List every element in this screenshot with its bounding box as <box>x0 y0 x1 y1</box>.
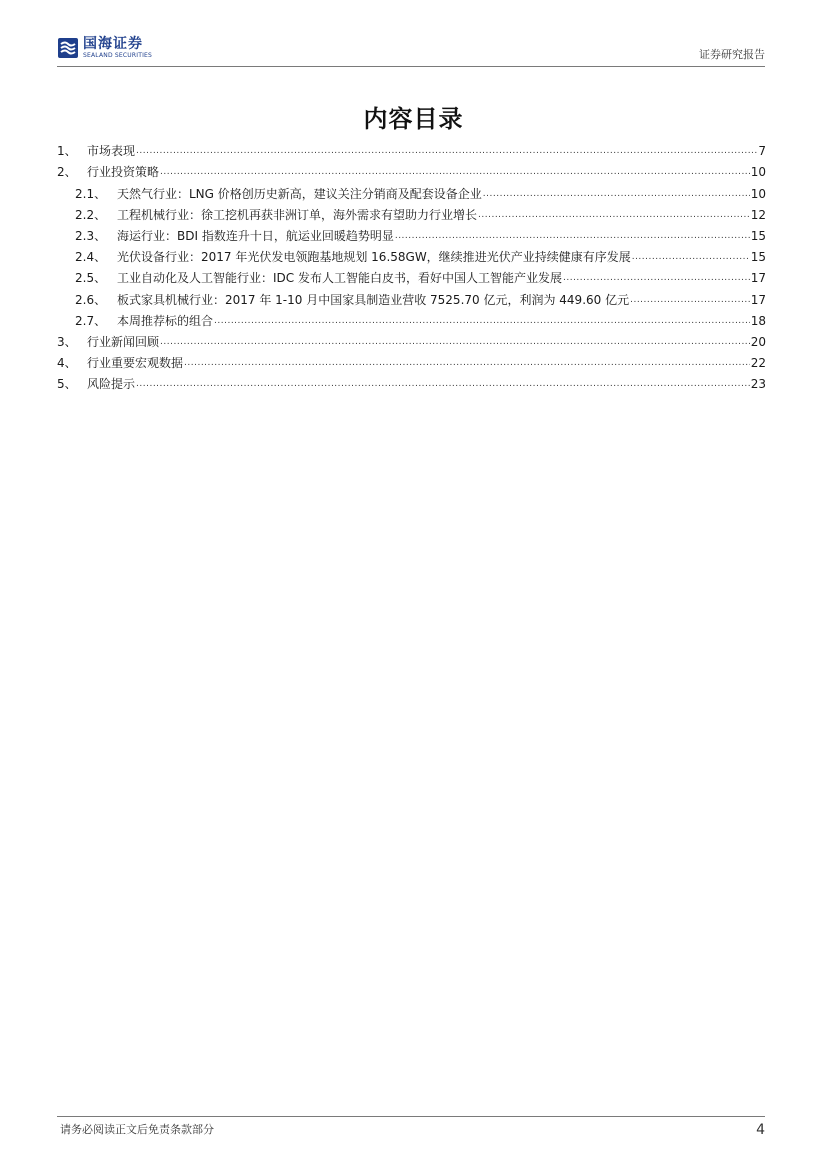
toc-leader-dots <box>184 356 750 370</box>
page-header <box>57 34 765 67</box>
toc-entry-title[interactable]: 行业新闻回顾 <box>87 334 160 349</box>
toc-entry-title[interactable]: 市场表现 <box>87 144 136 159</box>
toc-entry[interactable] <box>57 307 766 328</box>
toc-entry-page: 12 <box>750 207 766 222</box>
toc-entry-page: 17 <box>750 292 766 307</box>
toc-leader-dots <box>136 377 750 391</box>
toc-entry-title[interactable]: 天然气行业：LNG 价格创历史新高，建议关注分销商及配套设备企业 <box>117 186 482 201</box>
logo-english-name: SEALAND SECURITIES <box>83 51 153 59</box>
toc-entry-title[interactable]: 风险提示 <box>87 377 136 392</box>
toc-entry[interactable] <box>57 328 766 349</box>
toc-entry-number: 3、 <box>57 334 77 349</box>
toc-entry-title[interactable]: 工程机械行业：徐工挖机再获非洲订单，海外需求有望助力行业增长 <box>117 207 478 222</box>
toc-entry-title[interactable]: 海运行业：BDI 指数连升十日，航运业回暖趋势明显 <box>117 228 394 243</box>
toc-entry-page: 15 <box>750 250 766 265</box>
toc-entry[interactable] <box>57 158 766 179</box>
toc-entry-number: 2.3、 <box>75 228 107 243</box>
company-logo <box>57 34 152 62</box>
table-of-contents <box>57 137 766 391</box>
toc-entry-number: 2.4、 <box>75 250 107 265</box>
toc-entry-page: 18 <box>750 313 766 328</box>
sealand-logo-icon <box>57 37 79 59</box>
toc-leader-dots <box>563 271 750 285</box>
logo-chinese-name: 国海证券 <box>83 35 143 52</box>
toc-leader-dots <box>395 229 750 243</box>
toc-entry-page: 15 <box>750 228 766 243</box>
toc-entry-page: 7 <box>758 144 766 159</box>
toc-entry-number: 1、 <box>57 144 77 159</box>
toc-entry[interactable] <box>57 137 766 158</box>
toc-entry[interactable] <box>57 179 766 200</box>
toc-entry-page: 10 <box>750 165 766 180</box>
toc-entry[interactable] <box>57 285 766 306</box>
toc-entry-number: 2.1、 <box>75 186 107 201</box>
toc-entry-page: 10 <box>750 186 766 201</box>
toc-leader-dots <box>214 314 750 328</box>
footer-divider <box>57 1116 765 1117</box>
toc-entry[interactable] <box>57 201 766 222</box>
toc-entry-number: 2、 <box>57 165 77 180</box>
toc-entry-page: 23 <box>750 377 766 392</box>
toc-leader-dots <box>136 144 757 158</box>
toc-entry-title[interactable]: 本周推荐标的组合 <box>117 313 214 328</box>
toc-entry-page: 17 <box>750 271 766 286</box>
toc-entry-title[interactable]: 工业自动化及人工智能行业：IDC 发布人工智能白皮书，看好中国人工智能产业发展 <box>117 271 562 286</box>
disclaimer-note: 请务必阅读正文后免责条款部分 <box>60 1123 214 1136</box>
toc-entry-title[interactable]: 板式家具机械行业：2017 年 1-10 月中国家具制造业营收 7525.70 亿元，利润为 449.60 亿元 <box>117 292 630 307</box>
toc-entry-page: 20 <box>750 334 766 349</box>
toc-entry-number: 2.6、 <box>75 292 107 307</box>
toc-entry-number: 2.5、 <box>75 271 107 286</box>
toc-entry-number: 4、 <box>57 356 77 371</box>
toc-entry[interactable] <box>57 243 766 264</box>
toc-entry[interactable] <box>57 264 766 285</box>
toc-entry[interactable] <box>57 349 766 370</box>
report-type-label: 证券研究报告 <box>699 48 765 61</box>
toc-entry-number: 2.2、 <box>75 207 107 222</box>
toc-title: 内容目录 <box>363 105 464 133</box>
toc-leader-dots <box>160 335 750 349</box>
toc-entry-number: 5、 <box>57 377 77 392</box>
toc-entry[interactable] <box>57 370 766 391</box>
toc-leader-dots <box>483 187 750 201</box>
toc-leader-dots <box>160 165 750 179</box>
toc-entry[interactable] <box>57 222 766 243</box>
toc-entry-title[interactable]: 行业投资策略 <box>87 165 160 180</box>
toc-entry-number: 2.7、 <box>75 313 107 328</box>
toc-entry-title[interactable]: 光伏设备行业：2017 年光伏发电领跑基地规划 16.58GW，继续推进光伏产业持续健康有序发展 <box>117 250 631 265</box>
toc-entry-title[interactable]: 行业重要宏观数据 <box>87 356 184 371</box>
toc-leader-dots <box>478 208 750 222</box>
toc-entry-page: 22 <box>750 356 766 371</box>
page-number: 4 <box>756 1122 765 1138</box>
toc-leader-dots <box>630 293 750 307</box>
toc-leader-dots <box>632 250 750 264</box>
